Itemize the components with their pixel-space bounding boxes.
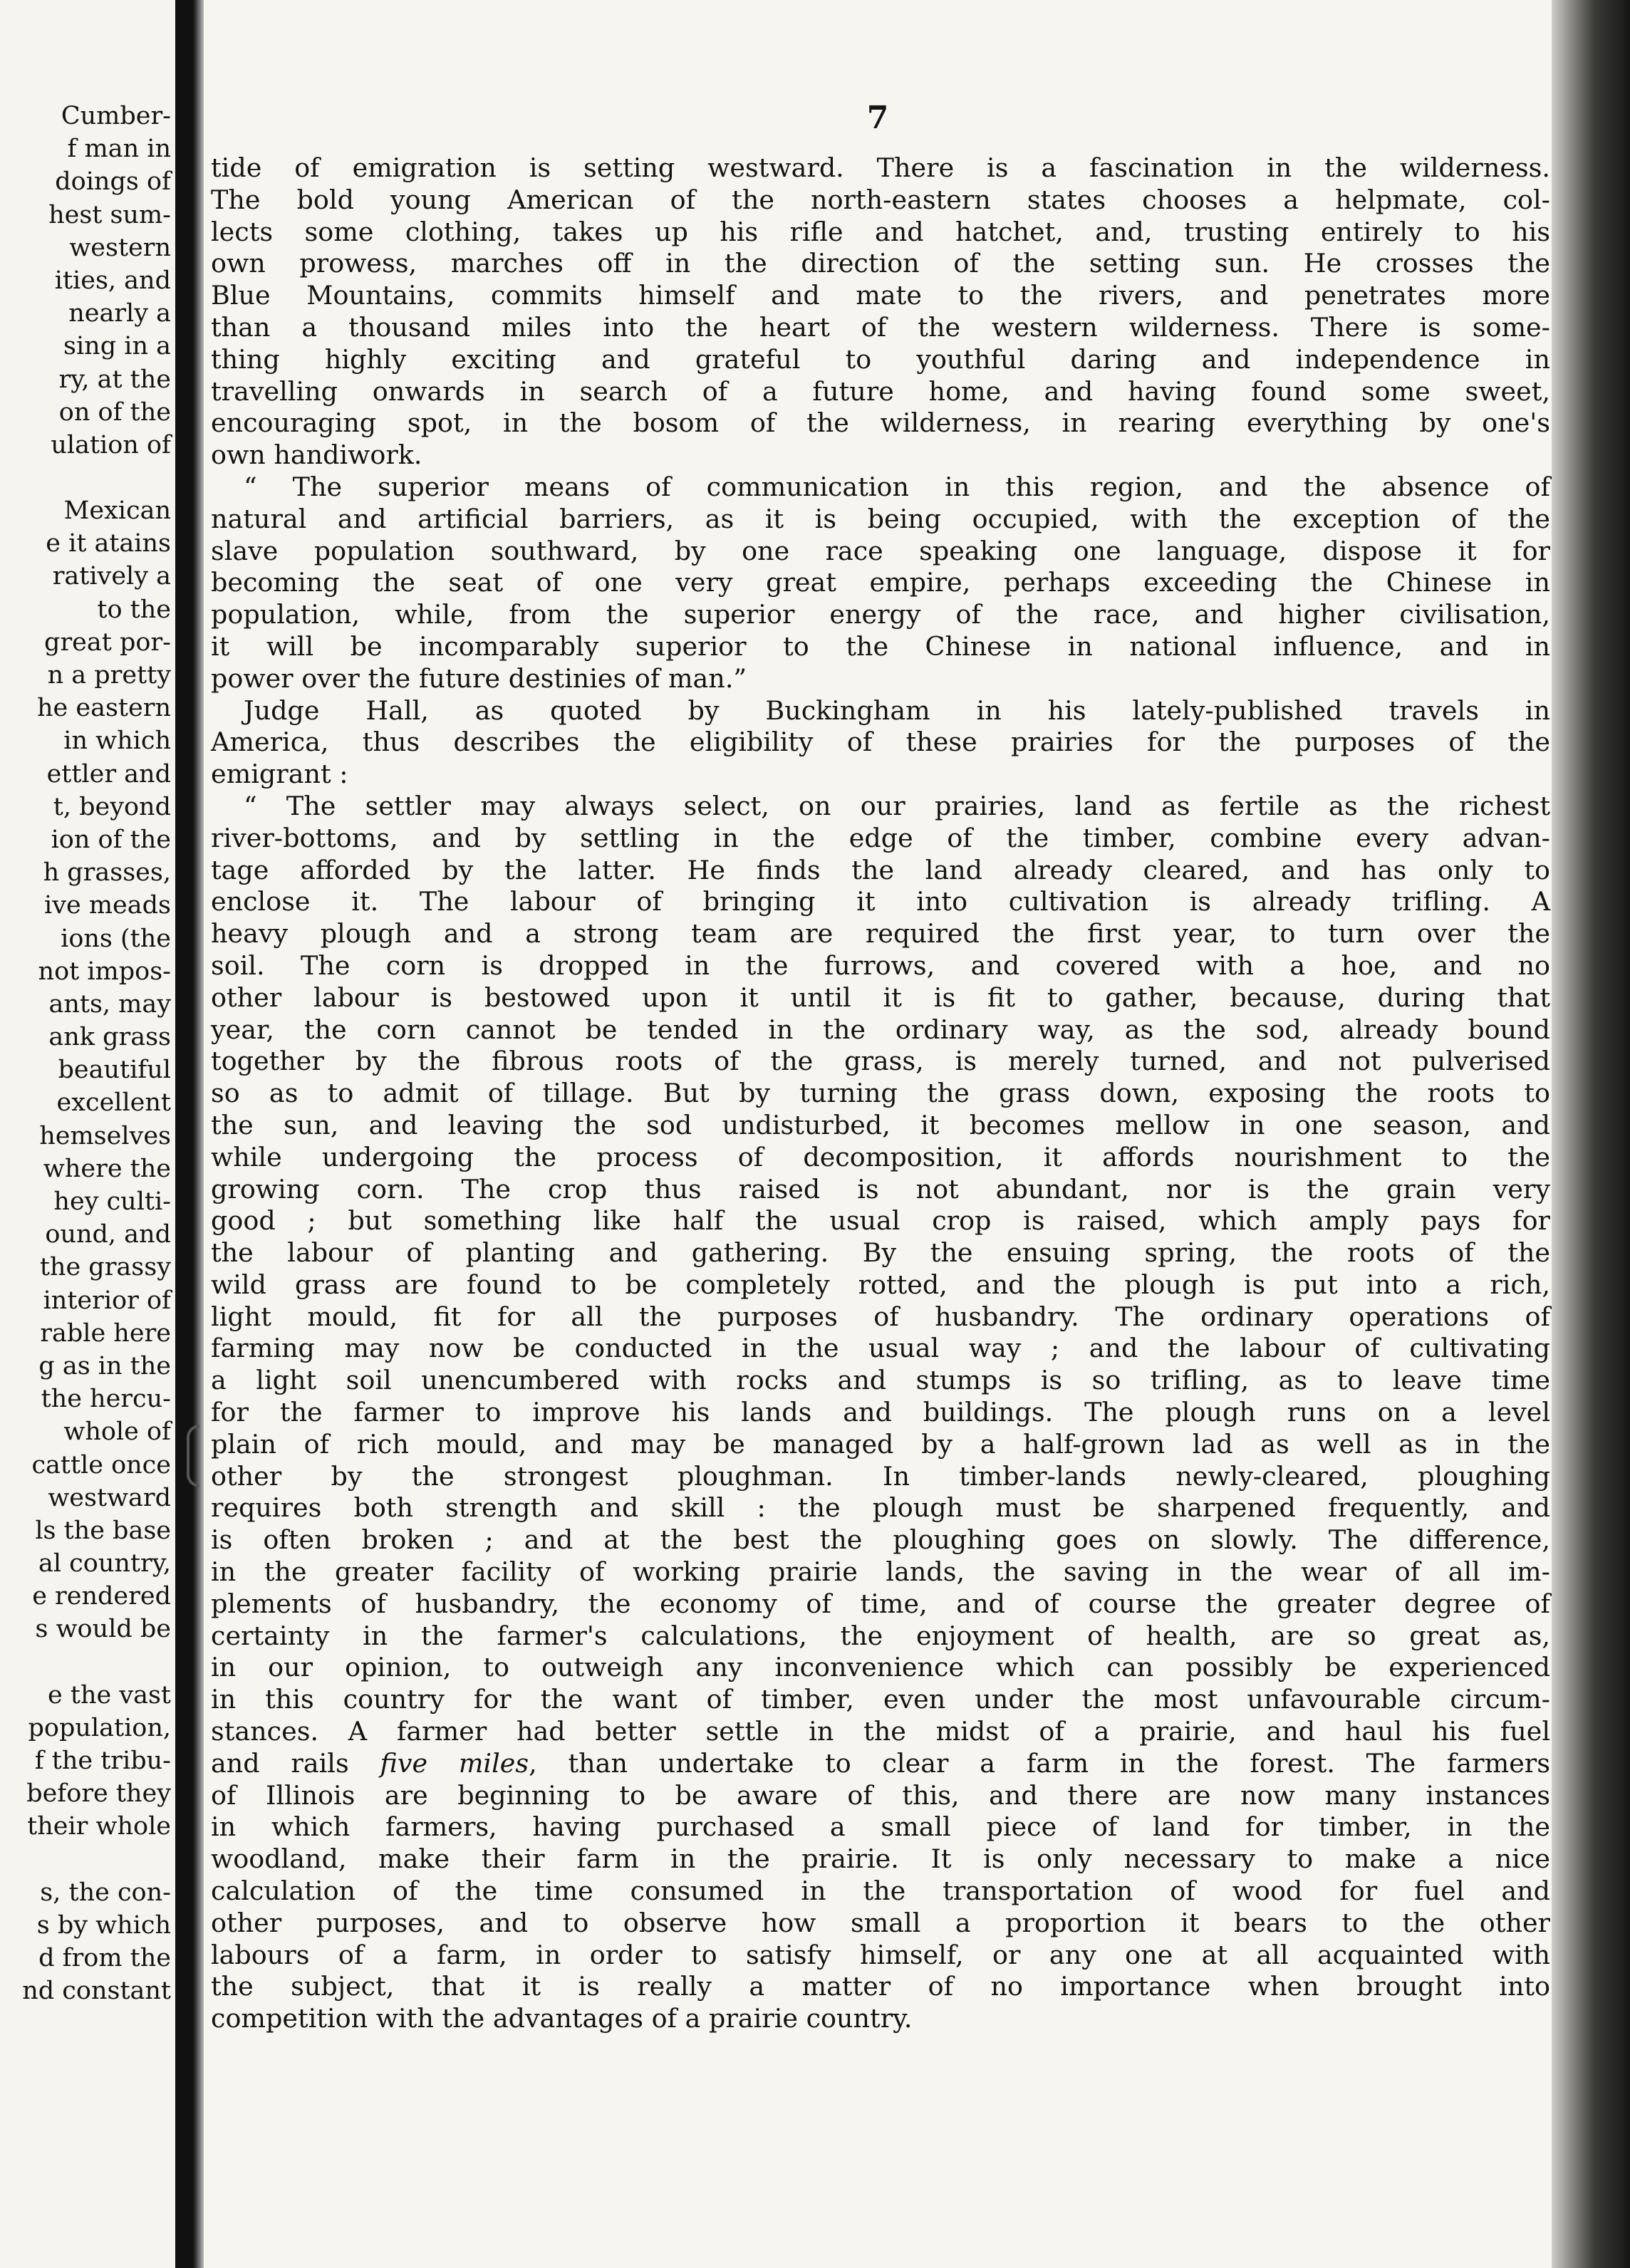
left-page-line: great por-: [44, 628, 171, 657]
text-line: Judge Hall, as quoted by Buckingham in his lately-published travels in: [244, 695, 1550, 726]
left-page-line: Mexican: [63, 496, 171, 526]
left-page-line: the hercu-: [41, 1385, 171, 1414]
paragraph-judge-hall: [211, 695, 1550, 791]
left-page-line: sing in a: [63, 332, 171, 361]
left-page-line: al country,: [38, 1549, 171, 1578]
left-page-line: h grasses,: [43, 858, 171, 888]
left-page-line: g as in the: [38, 1351, 171, 1380]
text-line: stances. A farmer had better settle in the midst of a prairie, and haul his fuel: [211, 1716, 1550, 1747]
left-page-line: he eastern: [37, 694, 171, 723]
text-line: [211, 1748, 1550, 1780]
text-line: natural and artificial barriers, as it is being occupied, with the exception of the: [211, 503, 1550, 534]
left-page-line: s by which: [36, 1910, 171, 1940]
text-line: labours of a farm, in order to satisfy himself, or any one at all acquainted with: [211, 1939, 1550, 1970]
text-line: than a thousand miles into the heart of the western wilderness. There is some-: [211, 311, 1550, 343]
text-line: in this country for the want of timber, even under the most unfavourable circum-: [211, 1684, 1550, 1715]
left-page-fragment: [0, 0, 175, 2268]
text-line: river-bottoms, and by settling in the edge of the timber, combine every advan-: [211, 822, 1550, 853]
left-page-line: ions (the: [61, 924, 171, 953]
left-page-line: not impos-: [38, 957, 171, 986]
text-line: “ The superior means of communication in this region, and the absence of: [244, 471, 1550, 502]
left-page-line: ities, and: [54, 266, 171, 295]
left-page-line: hey culti-: [53, 1187, 171, 1216]
left-page-line: e the vast: [48, 1680, 171, 1710]
text-line: calculation of the time consumed in the transportation of wood for fuel and: [211, 1876, 1550, 1907]
left-page-line: interior of: [43, 1286, 171, 1315]
left-page-line: ants, may: [48, 989, 171, 1019]
left-page-line: cattle once: [31, 1450, 171, 1479]
text-line: of Illinois are beginning to be aware of this, and there are now many instances: [211, 1779, 1550, 1811]
text-line: becoming the seat of one very great empire, perhaps exceeding the Chinese in: [211, 567, 1550, 598]
text-line: the labour of planting and gathering. By the ensuing spring, the roots of the: [211, 1237, 1550, 1269]
text-line: a light soil unencumbered with rocks and stumps is so trifling, as to leave time: [211, 1365, 1550, 1396]
left-page-line: where the: [43, 1154, 171, 1183]
text-line: for the farmer to improve his lands and buildings. The plough runs on a level: [211, 1397, 1550, 1428]
left-page-line: before they: [26, 1779, 171, 1809]
text-line: “ The settler may always select, on our prairies, land as fertile as the richest: [244, 790, 1550, 821]
left-page-line: westward: [48, 1483, 171, 1512]
text-line: tage afforded by the latter. He finds the land already cleared, and has only to: [211, 854, 1550, 885]
text-line: the sun, and leaving the sod undisturbed, it becomes mellow in one season, and: [211, 1109, 1550, 1140]
text-line: in which farmers, having purchased a small piece of land for timber, in the: [211, 1811, 1550, 1843]
left-page-line: nearly a: [68, 299, 171, 328]
page-mark: [187, 1425, 199, 1487]
text-line: other labour is bestowed upon it until it is fit to gather, because, during that: [211, 982, 1550, 1013]
text-line: other purposes, and to observe how small a proportion it bears to the other: [211, 1907, 1550, 1938]
left-page-line: Cumber-: [61, 102, 171, 130]
text-line: together by the fibrous roots of the grass, is merely turned, and not pulverised: [211, 1046, 1550, 1077]
text-line: wild grass are found to be completely rotted, and the plough is put into a rich,: [211, 1269, 1550, 1300]
text-line: lects some clothing, takes up his rifle and hatchet, and, trusting entirely to his: [211, 216, 1550, 247]
italic-phrase: five miles: [380, 1747, 529, 1779]
text-line: requires both strength and skill : the plough must be sharpened frequently, and: [211, 1492, 1550, 1524]
paragraph-quotation: [211, 472, 1550, 695]
text-line: tide of emigration is setting westward. There is a fascination in the wilderness.: [211, 152, 1550, 183]
text-line: good ; but something like half the usual crop is raised, which amply pays for: [211, 1205, 1550, 1237]
left-page-line: whole of: [63, 1418, 171, 1447]
text-line: America, thus describes the eligibility of these prairies for the purposes of the: [211, 727, 1550, 758]
left-page-line: ound, and: [45, 1220, 171, 1249]
left-page-line: ulation of: [51, 430, 171, 459]
left-page-line: ive meads: [44, 891, 171, 920]
text-line: in the greater facility of working prairie lands, the saving in the wear of all im-: [211, 1556, 1550, 1588]
left-page-line: s, the con-: [40, 1878, 171, 1907]
text-line: encouraging spot, in the bosom of the wilderness, in rearing everything by one's: [211, 407, 1550, 439]
text-line: own handiwork.: [211, 439, 422, 471]
left-page-line: western: [69, 233, 171, 262]
text-run: and rails: [211, 1747, 380, 1779]
text-line: travelling onwards in search of a future home, and having found some sweet,: [211, 375, 1550, 407]
text-line: other by the strongest ploughman. In timber-lands newly-cleared, ploughing: [211, 1460, 1550, 1492]
left-page-line: to the: [97, 595, 171, 624]
text-line: emigrant :: [211, 759, 348, 790]
left-page-line: d from the: [38, 1943, 171, 1972]
text-line: in our opinion, to outweigh any inconvenience which can possibly be experienced: [211, 1652, 1550, 1683]
left-page-line: f man in: [67, 135, 171, 164]
book-page: [204, 0, 1552, 2268]
page-body: [211, 152, 1550, 2035]
page-number: 7: [866, 100, 889, 136]
text-line: soil. The corn is dropped in the furrows, and covered with a hoe, and no: [211, 950, 1550, 981]
text-line: thing highly exciting and grateful to youthful daring and independence in: [211, 343, 1550, 375]
left-page-line: e it atains: [46, 529, 171, 558]
text-line: heavy plough and a strong team are required the first year, to turn over the: [211, 918, 1550, 950]
book-gutter: [175, 0, 204, 2268]
text-line: certainty in the farmer's calculations, the enjoyment of health, are so great as,: [211, 1620, 1550, 1651]
left-page-line: in which: [63, 727, 171, 756]
text-line: slave population southward, by one race speaking one language, dispose it for: [211, 535, 1550, 566]
left-page-line: ry, at the: [58, 365, 171, 394]
left-page-line: ls the base: [35, 1516, 171, 1545]
text-line: growing corn. The crop thus raised is not abundant, nor is the grain very: [211, 1173, 1550, 1205]
text-line: power over the future destinies of man.”: [211, 662, 747, 694]
text-line: the subject, that it is really a matter of no importance when brought into: [211, 1971, 1550, 2002]
text-line: plain of rich mould, and may be managed by a half-grown lad as well as in the: [211, 1428, 1550, 1460]
text-line: woodland, make their farm in the prairie. It is only necessary to make a nice: [211, 1843, 1550, 1875]
text-line: plements of husbandry, the economy of time, and of course the greater degree of: [211, 1588, 1550, 1619]
left-page-line: ion of the: [51, 825, 171, 854]
left-page-line: hest sum-: [48, 200, 171, 229]
text-line: so as to admit of tillage. But by turning the grass down, exposing the roots to: [211, 1078, 1550, 1109]
text-line: is often broken ; and at the best the ploughing goes on slowly. The difference,: [211, 1524, 1550, 1556]
paragraph-emigration: [211, 152, 1550, 472]
left-page-line: excellent: [56, 1088, 171, 1118]
text-line: it will be incomparably superior to the Chinese in national influence, and in: [211, 630, 1550, 662]
left-page-line: ank grass: [48, 1023, 171, 1052]
left-page-line: nd constant: [22, 1977, 171, 2006]
text-line: population, while, from the superior energy of the race, and higher civilisation,: [211, 599, 1550, 630]
text-line: competition with the advantages of a prairie country.: [211, 2003, 913, 2034]
left-page-line: doings of: [55, 167, 171, 197]
text-line: while undergoing the process of decomposition, it affords nourishment to the: [211, 1141, 1550, 1172]
left-page-line: rable here: [40, 1318, 171, 1348]
left-page-line: on of the: [58, 397, 171, 427]
text-line: The bold young American of the north-eastern states chooses a helpmate, col-: [211, 184, 1550, 215]
text-line: Blue Mountains, commits himself and mate to the rivers, and penetrates more: [211, 280, 1550, 311]
text-run: , than undertake to clear a farm in the forest. The farmers: [529, 1747, 1550, 1779]
left-page-line: e rendered: [32, 1582, 171, 1611]
left-page-line: f the tribu-: [34, 1747, 171, 1775]
left-page-line: s would be: [35, 1615, 171, 1644]
paragraph-settler-quote: [211, 791, 1550, 2035]
text-line: enclose it. The labour of bringing it into cultivation is already trifling. A: [211, 886, 1550, 917]
left-page-line: ratively a: [52, 562, 171, 591]
left-page-line: the grassy: [39, 1253, 171, 1282]
left-page-line: n a pretty: [47, 661, 171, 690]
left-page-line: their whole: [27, 1812, 171, 1841]
left-page-line: beautiful: [58, 1056, 171, 1085]
text-line: light mould, fit for all the purposes of husbandry. The ordinary operations of: [211, 1301, 1550, 1332]
page-edge-shadow: [1552, 0, 1630, 2268]
text-line: year, the corn cannot be tended in the ordinary way, as the sod, already bound: [211, 1014, 1550, 1045]
left-page-line: ettler and: [46, 759, 171, 789]
left-page-line: t, beyond: [53, 792, 171, 821]
text-line: own prowess, marches off in the direction of the setting sun. He crosses the: [211, 248, 1550, 279]
left-page-line: population,: [28, 1713, 171, 1742]
text-line: farming may now be conducted in the usual way ; and the labour of cultivating: [211, 1333, 1550, 1364]
left-page-line: hemselves: [39, 1121, 171, 1150]
left-page-text: [22, 100, 171, 2007]
